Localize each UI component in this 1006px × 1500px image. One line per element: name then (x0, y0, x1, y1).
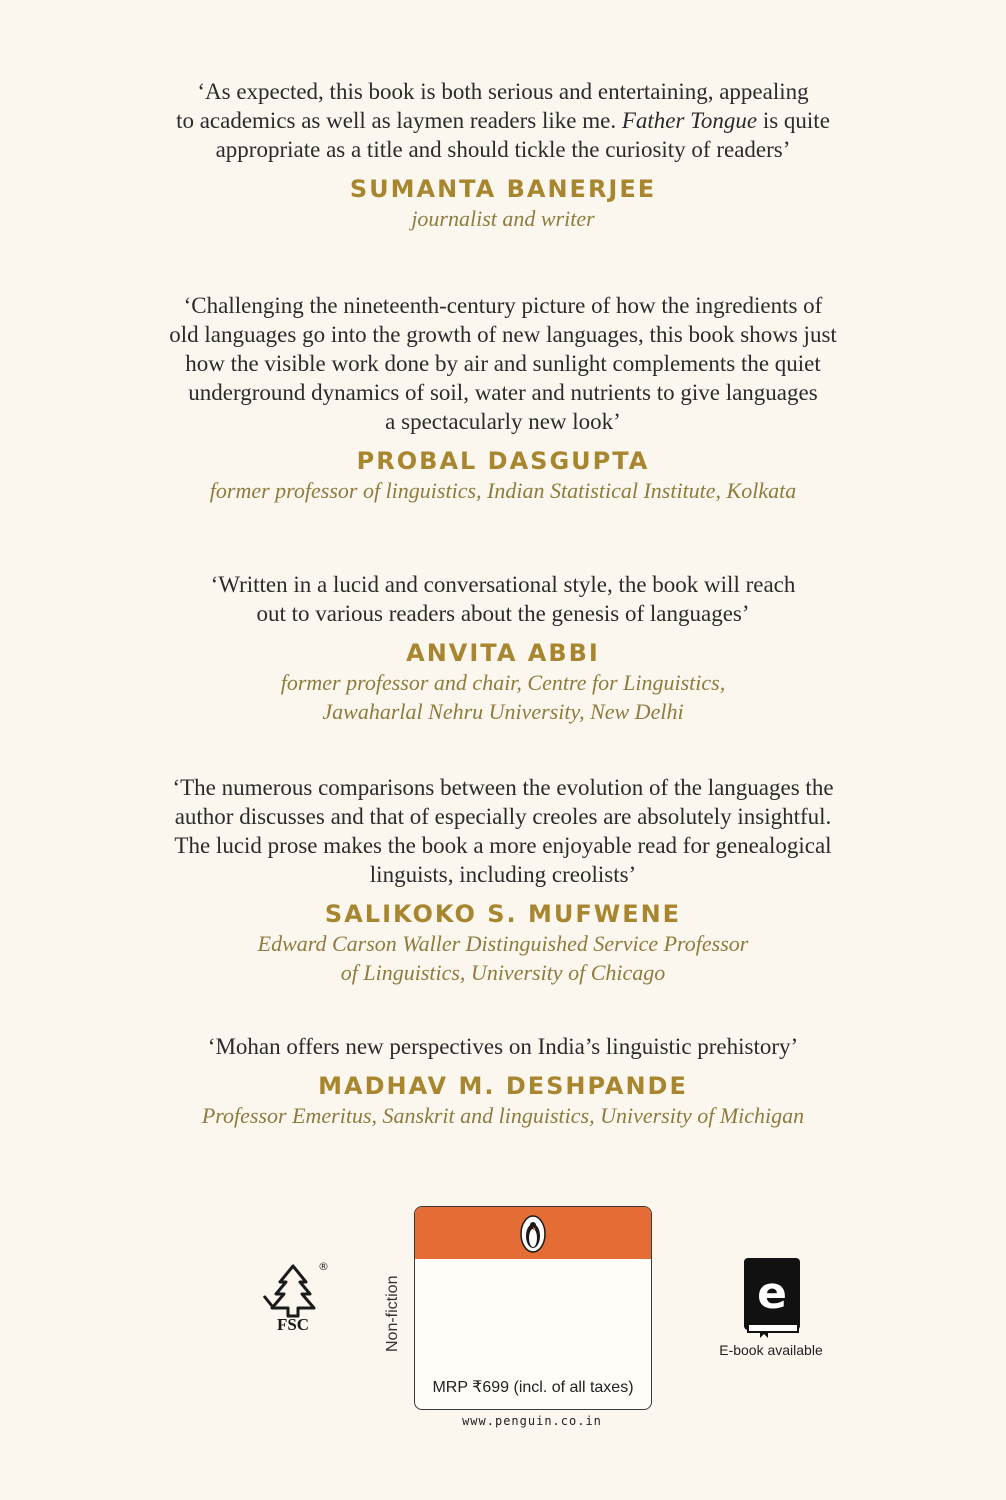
quote-text: is quite (757, 108, 830, 133)
role-line: journalist and writer (411, 206, 595, 231)
ebook-label: E-book available (719, 1342, 823, 1358)
quote-text: to academics as well as laymen readers like me. (176, 108, 622, 133)
role-line: Jawaharlal Nehru University, New Delhi (322, 699, 684, 724)
blurb-5 (0, 1032, 1006, 1130)
quote-line: linguists, including creolists’ (369, 862, 637, 887)
blurb-role (0, 668, 1006, 726)
role-line: former professor of linguistics, Indian Statistical Institute, Kolkata (209, 478, 797, 503)
blurb-3 (0, 570, 1006, 726)
blurb-quote (0, 291, 1006, 436)
penguin-logo-icon (520, 1215, 546, 1253)
blurb-2 (0, 291, 1006, 505)
svg-text:e: e (757, 1268, 787, 1319)
blurb-role (0, 1101, 1006, 1130)
blurb-role (0, 476, 1006, 505)
quote-line: old languages go into the growth of new languages, this book shows just (169, 322, 837, 347)
quote-line: how the visible work done by air and sunlight complements the quiet (185, 351, 821, 376)
registered-mark: ® (318, 1260, 329, 1273)
quote-line: ‘Mohan offers new perspectives on India’s linguistic prehistory’ (207, 1034, 799, 1059)
blurb-author: MADHAV M. DESHPANDE (318, 1072, 688, 1100)
role-line: Edward Carson Waller Distinguished Service Professor (257, 931, 749, 956)
quote-line: appropriate as a title and should tickle the curiosity of readers’ (215, 137, 791, 162)
book-title: Father Tongue (621, 108, 758, 133)
fsc-label: FSC (276, 1315, 310, 1334)
price-card (414, 1206, 652, 1410)
ebook-icon (742, 1256, 802, 1338)
role-line: of Linguistics, University of Chicago (340, 960, 666, 985)
blurb-author: PROBAL DASGUPTA (356, 447, 650, 475)
blurb-quote (0, 773, 1006, 889)
quote-line: ‘The numerous comparisons between the evolution of the languages the (172, 775, 834, 800)
category-label: Non-fiction (384, 1275, 401, 1352)
blurb-author: SALIKOKO S. MUFWENE (324, 900, 682, 928)
quote-line: The lucid prose makes the book a more enjoyable read for genealogical (174, 833, 832, 858)
price-label: MRP ₹699 (incl. of all taxes) (432, 1379, 634, 1396)
quote-line: author discusses and that of especially creoles are absolutely insightful. (174, 804, 832, 829)
blurb-quote (0, 77, 1006, 164)
role-line: former professor and chair, Centre for Linguistics, (280, 670, 726, 695)
ebook-badge (742, 1256, 802, 1338)
quote-line: ‘Written in a lucid and conversational style, the book will reach (210, 572, 796, 597)
publisher-url: www.penguin.co.in (462, 1414, 602, 1428)
fsc-logo (258, 1260, 328, 1340)
quote-line: ‘Challenging the nineteenth-century picture of how the ingredients of (183, 293, 823, 318)
quote-line (0, 106, 1006, 135)
quote-line: a spectacularly new look’ (385, 409, 621, 434)
blurb-role (0, 204, 1006, 233)
blurb-role (0, 929, 1006, 987)
quote-line: out to various readers about the genesis of languages’ (256, 601, 750, 626)
blurb-4 (0, 773, 1006, 987)
price-card-band (415, 1207, 651, 1259)
blurb-author: SUMANTA BANERJEE (349, 175, 657, 203)
role-line: Professor Emeritus, Sanskrit and linguistics, University of Michigan (201, 1103, 805, 1128)
blurb-1 (0, 77, 1006, 233)
quote-line: ‘As expected, this book is both serious and entertaining, appealing (197, 79, 809, 104)
blurb-quote (0, 570, 1006, 628)
blurb-author: ANVITA ABBI (406, 639, 600, 667)
blurb-quote (0, 1032, 1006, 1061)
quote-line: underground dynamics of soil, water and nutrients to give languages (188, 380, 818, 405)
